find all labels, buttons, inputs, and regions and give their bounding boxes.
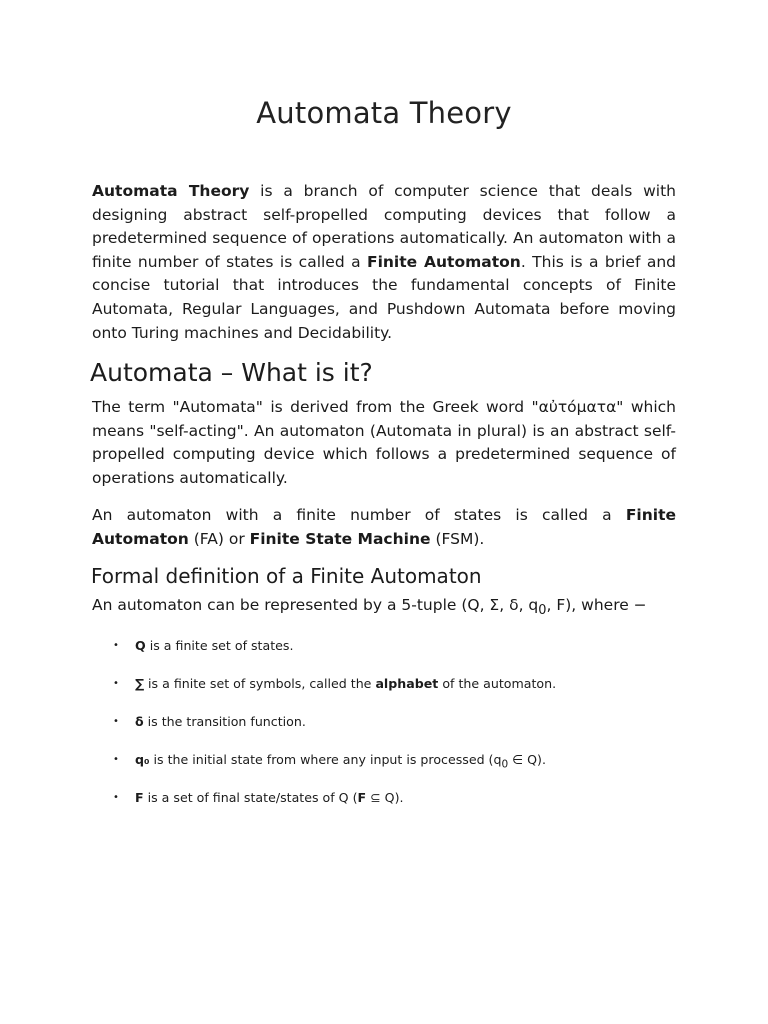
list-item-text bbox=[135, 788, 404, 807]
para2-text-3: (FSM). bbox=[430, 529, 485, 548]
list-item-description-2: of the automaton. bbox=[438, 676, 557, 691]
list-item-text bbox=[135, 750, 546, 775]
fa-fsm-paragraph bbox=[92, 504, 676, 551]
list-item-description: is the initial state from where any input is processed (q bbox=[149, 752, 502, 767]
list-item-description: is a finite set of symbols, called the bbox=[144, 676, 376, 691]
para2-text-1: An automaton with a finite number of states is called a bbox=[92, 506, 626, 524]
list-item-description: is a finite set of states. bbox=[145, 638, 294, 653]
bullet-icon: • bbox=[113, 640, 119, 651]
list-item-symbol: ∑ bbox=[135, 676, 145, 691]
formal-definition-heading: Formal definition of a Finite Automaton bbox=[91, 564, 482, 588]
list-item-description: is the transition function. bbox=[143, 714, 306, 729]
list-item bbox=[113, 636, 676, 655]
list-item bbox=[113, 712, 676, 731]
list-item-symbol: q₀ bbox=[135, 752, 150, 767]
section-heading: Automata – What is it? bbox=[90, 358, 373, 387]
list-item bbox=[113, 674, 676, 693]
list-item bbox=[113, 788, 676, 807]
list-item-keyword: F bbox=[357, 790, 367, 805]
para3-text-2: , F), where − bbox=[546, 596, 647, 614]
list-item-subscript: 0 bbox=[501, 758, 509, 771]
list-item-description-2: ⊆ Q). bbox=[366, 790, 404, 805]
list-item-keyword: alphabet bbox=[375, 676, 439, 691]
tuple-paragraph bbox=[92, 594, 692, 623]
bullet-icon: • bbox=[113, 792, 119, 803]
bullet-icon: • bbox=[113, 716, 119, 727]
para2-finite-automaton: Finite Automaton bbox=[92, 506, 676, 548]
page-title: Automata Theory bbox=[256, 96, 512, 130]
list-item-description-2: ∈ Q). bbox=[508, 752, 546, 767]
intro-term: Automata Theory bbox=[92, 182, 250, 200]
list-item-symbol: Q bbox=[135, 638, 146, 653]
list-item-symbol: F bbox=[135, 790, 144, 805]
list-item-text bbox=[135, 636, 293, 655]
intro-text-2: . This is a brief and concise tutorial that introduces the fundamental concepts of Finite Automata, Regular Languages, and Pushdown Automata before moving onto Turing machines and Decidability. bbox=[92, 252, 676, 342]
intro-finite-automaton: Finite Automaton bbox=[366, 252, 521, 271]
list-item-description: is a set of final state/states of Q ( bbox=[143, 790, 358, 805]
para3-text-1: An automaton can be represented by a 5-tuple (Q, Σ, δ, q bbox=[92, 596, 539, 614]
list-item-text bbox=[135, 674, 556, 693]
list-item-text bbox=[135, 712, 306, 731]
bullet-icon: • bbox=[113, 754, 119, 765]
para2-text-2: (FA) or bbox=[188, 529, 250, 548]
bullet-icon: • bbox=[113, 678, 119, 689]
para2-finite-state-machine: Finite State Machine bbox=[249, 529, 431, 548]
list-item bbox=[113, 750, 676, 771]
intro-paragraph bbox=[92, 180, 676, 345]
para3-subscript: 0 bbox=[538, 603, 547, 619]
intro-text-1: is a branch of computer science that deals with designing abstract self-propelled computing devices that follow a predetermined sequence of operations automatically. An automaton with a finite number of states is called a bbox=[92, 182, 676, 271]
definition-paragraph: The term "Automata" is derived from the Greek word "αὐτόματα" which means "self-acting". An automaton (Automata in plural) is an abstract self-propelled computing device which follows a predetermined sequence of operations automatically. bbox=[92, 398, 676, 487]
tuple-components-list bbox=[113, 636, 676, 826]
list-item-symbol: δ bbox=[135, 714, 144, 729]
